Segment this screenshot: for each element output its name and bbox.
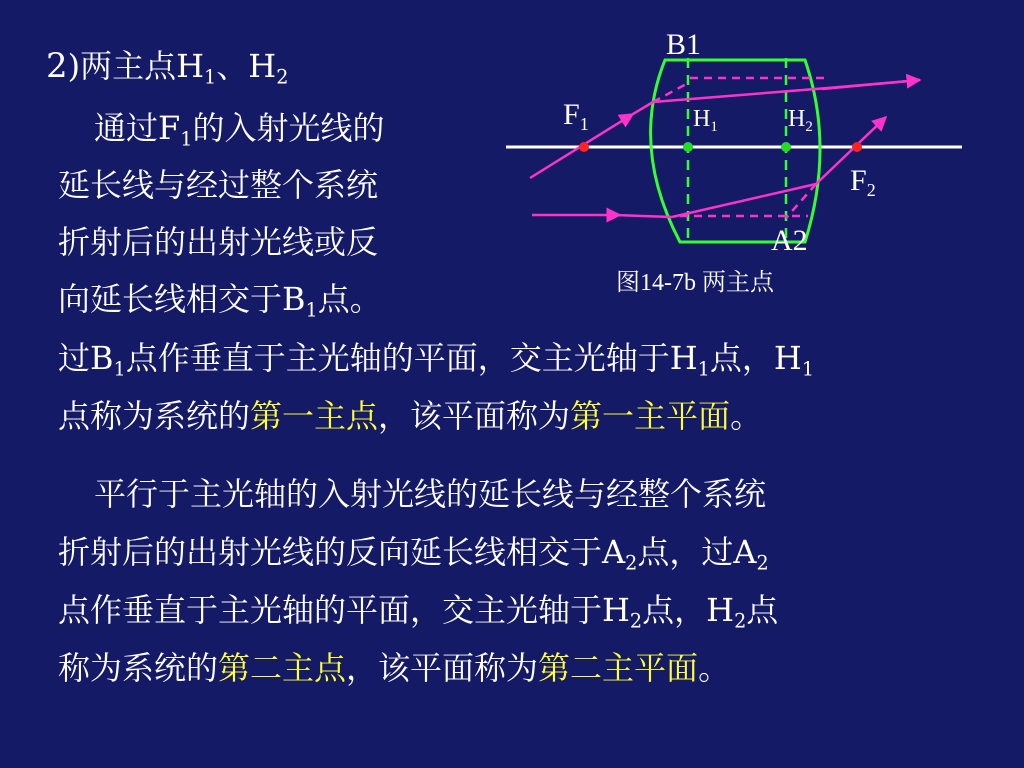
- ray-through-f1-emergent-tail: [822, 80, 920, 89]
- focal-point-f1: [579, 142, 589, 152]
- ray-through-f1-refracted: [653, 88, 828, 102]
- principal-point-h2: [781, 142, 791, 152]
- label-h2: $H_2$: [788, 106, 813, 135]
- term-second-principal-point: 第二主点: [218, 649, 347, 687]
- para1-line-5: 过$B_1$点作垂直于主光轴的平面，交主光轴于$H_1$点，$H_1$: [58, 339, 815, 381]
- para1-line-1: 通过$F_1$的入射光线的: [94, 109, 385, 151]
- para2-line-3: 点作垂直于主光轴的平面，交主光轴于$H_2$点，$H_2$点: [58, 591, 779, 633]
- para1-line-6: 点称为系统的第一主点，该平面称为第一主平面。: [58, 397, 763, 435]
- focal-point-f2: [852, 142, 862, 152]
- para1-line-3: 折射后的出射光线或反: [58, 223, 379, 261]
- ray-through-f1-inside: [633, 102, 653, 114]
- ray-parallel-refracted: [672, 184, 816, 217]
- lens-outline: [651, 60, 820, 242]
- para1-line-4: 向延长线相交于$B_1$点。: [58, 280, 382, 322]
- label-a2: A2: [771, 224, 808, 257]
- label-f1: $F_1$: [563, 98, 589, 134]
- term-second-principal-plane: 第二主平面: [538, 649, 699, 687]
- label-b1: B1: [666, 28, 702, 61]
- label-h1: $H_1$: [693, 106, 718, 135]
- para2-line-1: 平行于主光轴的入射光线的延长线与经整个系统: [94, 475, 767, 513]
- principal-point-h1: [683, 142, 693, 152]
- ray-parallel-incident-tail: [615, 215, 672, 217]
- principal-points-diagram: [490, 20, 980, 310]
- term-first-principal-plane: 第一主平面: [570, 397, 731, 435]
- term-first-principal-point: 第一主点: [250, 397, 379, 435]
- label-f2: $F_2$: [850, 164, 876, 200]
- figure-caption: 图14-7b 两主点: [616, 270, 774, 296]
- para2-line-4: 称为系统的第二主点，该平面称为第二主平面。: [58, 649, 731, 687]
- para1-line-2: 延长线与经过整个系统: [58, 166, 379, 204]
- heading-number: 2: [46, 46, 68, 86]
- section-heading: 2)两主点$H_1$、$H_2$: [46, 46, 289, 89]
- para2-line-2: 折射后的出射光线的反向延长线相交于$A_2$点，过$A_2$: [58, 533, 769, 575]
